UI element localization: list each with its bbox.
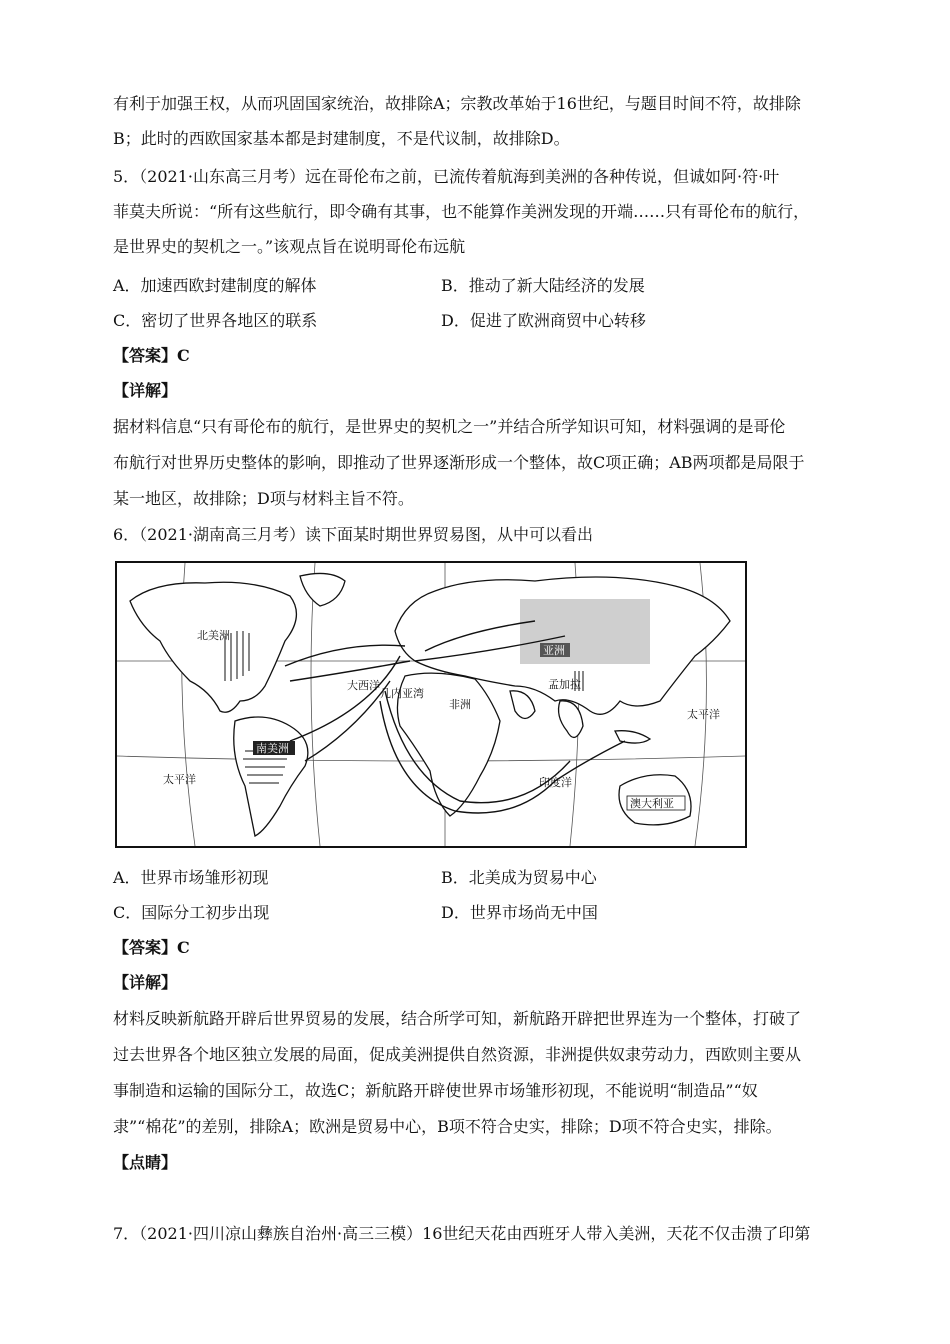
q5-detail-line-3: 某一地区，故排除；D项与材料主旨不符。	[113, 489, 414, 508]
q6-option-b: B．北美成为贸易中心	[441, 868, 597, 887]
q6-detail-line-4: 隶”“棉花”的差别，排除A；欧洲是贸易中心，B项不符合史实，排除；D项不符合史实，排除。	[113, 1117, 782, 1136]
label-africa: 非洲	[449, 698, 471, 711]
q6-dianjing-heading: 【点睛】	[113, 1153, 178, 1172]
label-asia: 亚洲	[543, 644, 565, 657]
label-australia: 澳大利亚	[630, 797, 674, 810]
label-indian-ocean: 印度洋	[539, 776, 572, 789]
prev-answer-line-1: 有利于加强王权，从而巩固国家统治，故排除A；宗教改革始于16世纪，与题目时间不符，故排除	[113, 94, 801, 113]
q6-option-a: A．世界市场雏形初现	[113, 868, 269, 887]
q5-stem-line-2: 菲莫夫所说：“所有这些航行，即令确有其事，也不能算作美洲发现的开端……只有哥伦布的航行，	[113, 202, 810, 221]
q6-answer: 【答案】C	[113, 938, 190, 957]
q5-detail-heading: 【详解】	[113, 381, 178, 400]
q5-option-d: D．促进了欧洲商贸中心转移	[441, 311, 646, 330]
q5-option-b: B．推动了新大陆经济的发展	[441, 276, 645, 295]
q6-detail-line-3: 事制造和运输的国际分工，故选C；新航路开辟使世界市场雏形初现，不能说明“制造品”“奴	[113, 1081, 758, 1100]
q6-stem: 6．（2021·湖南高三月考）读下面某时期世界贸易图，从中可以看出	[113, 525, 593, 544]
q6-option-d: D．世界市场尚无中国	[441, 903, 598, 922]
q6-detail-heading: 【详解】	[113, 973, 178, 992]
world-trade-map	[115, 561, 747, 848]
label-guinea: 几内亚湾	[380, 687, 424, 700]
label-bengal: 孟加拉	[548, 678, 581, 691]
q5-option-a: A．加速西欧封建制度的解体	[113, 276, 317, 295]
q5-option-c: C．密切了世界各地区的联系	[113, 311, 318, 330]
q5-detail-line-1: 据材料信息“只有哥伦布的航行，是世界史的契机之一”并结合所学知识可知，材料强调的是哥伦	[113, 417, 786, 436]
q6-detail-line-2: 过去世界各个地区独立发展的局面，促成美洲提供自然资源，非洲提供奴隶劳动力，西欧则主要从	[113, 1045, 802, 1064]
label-pacific-left: 太平洋	[163, 773, 196, 786]
prev-answer-line-2: B；此时的西欧国家基本都是封建制度，不是代议制，故排除D。	[113, 129, 570, 148]
q5-detail-line-2: 布航行对世界历史整体的影响，即推动了世界逐渐形成一个整体，故C项正确；AB两项都是局限于	[113, 453, 805, 472]
q6-detail-line-1: 材料反映新航路开辟后世界贸易的发展，结合所学可知，新航路开辟把世界连为一个整体，打破了	[113, 1009, 802, 1028]
label-atlantic: 大西洋	[347, 679, 380, 692]
label-south-america: 南美洲	[256, 742, 289, 755]
q7-stem-line-1: 7．（2021·四川凉山彝族自治州·高三三模）16世纪天花由西班牙人带入美洲，天花不仅击溃了印第	[113, 1224, 811, 1243]
q5-answer: 【答案】C	[113, 346, 190, 365]
label-north-america: 北美洲	[197, 629, 230, 642]
q5-stem-line-3: 是世界史的契机之一。”该观点旨在说明哥伦布远航	[113, 237, 466, 256]
label-pacific-right: 太平洋	[687, 708, 720, 721]
q6-option-c: C．国际分工初步出现	[113, 903, 270, 922]
q5-stem-line-1: 5．（2021·山东高三月考）远在哥伦布之前，已流传着航海到美洲的各种传说，但诚如阿·符·叶	[113, 167, 780, 186]
